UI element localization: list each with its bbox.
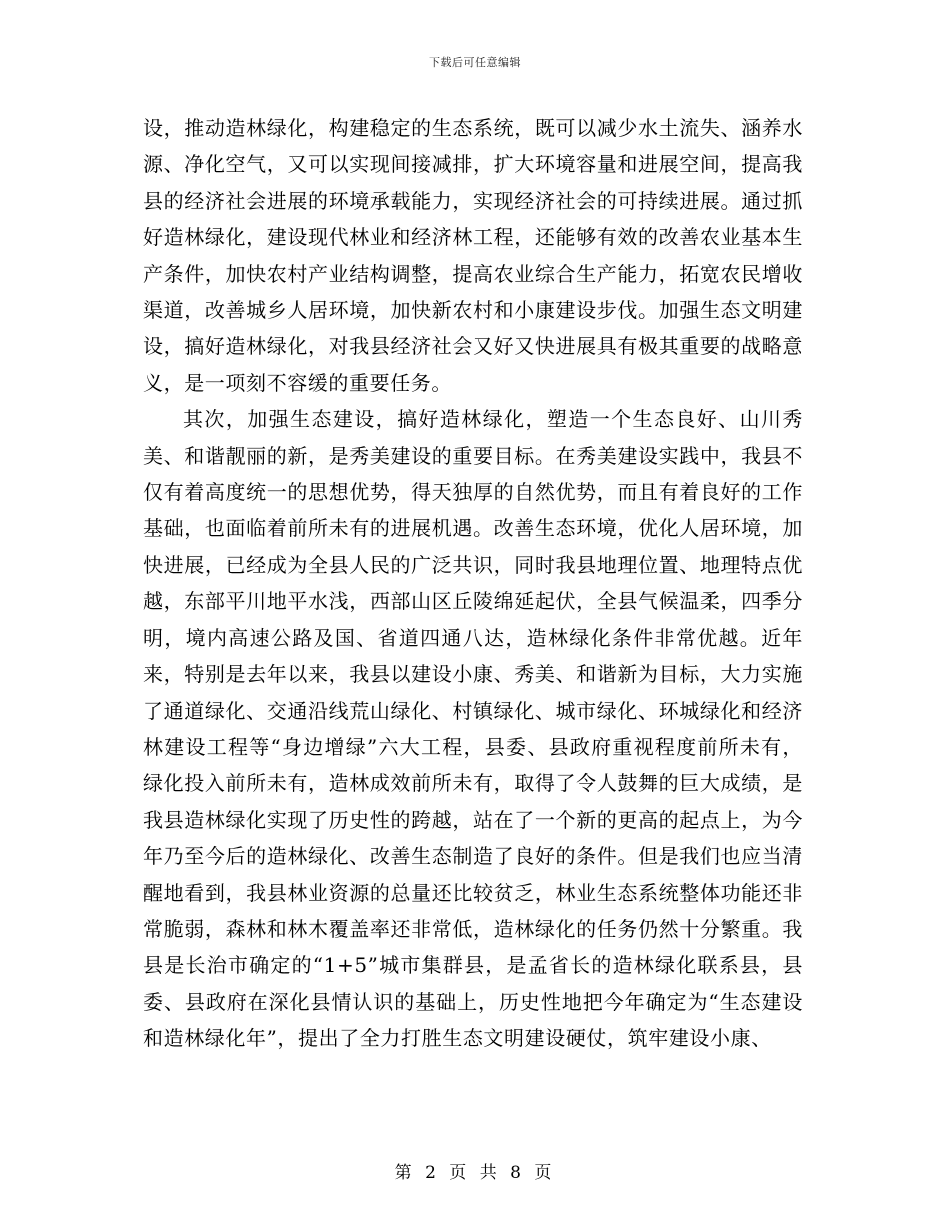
body-text: [143, 110, 803, 1057]
page-footer: 第 2 页 共 8 页: [394, 1163, 556, 1183]
paragraph-continuation: 设，推动造林绿化，构建稳定的生态系统，既可以减少水土流失、涵养水源、净化空气，又可以实现间接减排，扩大环境容量和进展空间，提高我县的经济社会进展的环境承载能力，实现经济社会的可持续进展。通过抓好造林绿化，建设现代林业和经济林工程，还能够有效的改善农业基本生产条件，加快农村产业结构调整，提高农业综合生产能力，拓宽农民增收渠道，改善城乡人居环境，加快新农村和小康建设步伐。加强生态文明建设，搞好造林绿化，对我县经济社会又好又快进展具有极其重要的战略意义，是一项刻不容缓的重要任务。: [143, 116, 803, 395]
paragraph-second: 其次，加强生态建设，搞好造林绿化，塑造一个生态良好、山川秀美、和谐靓丽的新，是秀美建设的重要目标。在秀美建设实践中，我县不仅有着高度统一的思想优势，得天独厚的自然优势，而且有着良好的工作基础，也面临着前所未有的进展机遇。改善生态环境，优化人居环境，加快进展，已经成为全县人民的广泛共识，同时我县地理位置、地理特点优越，东部平川地平水浅，西部山区丘陵绵延起伏，全县气候温柔，四季分明，境内高速公路及国、省道四通八达，造林绿化条件非常优越。近年来，特别是去年以来，我县以建设小康、秀美、和谐新为目标，大力实施了通道绿化、交通沿线荒山绿化、村镇绿化、城市绿化、环城绿化和经济林建设工程等“身边增绿”六大工程，县委、县政府重视程度前所未有，绿化投入前所未有，造林成效前所未有，取得了令人鼓舞的巨大成绩，是我县造林绿化实现了历史性的跨越，站在了一个新的更高的起点上，为今年乃至今后的造林绿化、改善生态制造了良好的条件。但是我们也应当清醒地看到，我县林业资源的总量还比较贫乏，林业生态系统整体功能还非常脆弱，森林和林木覆盖率还非常低，造林绿化的任务仍然十分繁重。我县是长治市确定的“1+5”城市集群县，是孟省长的造林绿化联系县，县委、县政府在深化县情认识的基础上，历史性地把今年确定为“生态建设和造林绿化年”，提出了全力打胜生态文明建设硬仗，筑牢建设小康、: [143, 407, 803, 1051]
header-note: 下载后可任意编辑: [429, 56, 521, 69]
